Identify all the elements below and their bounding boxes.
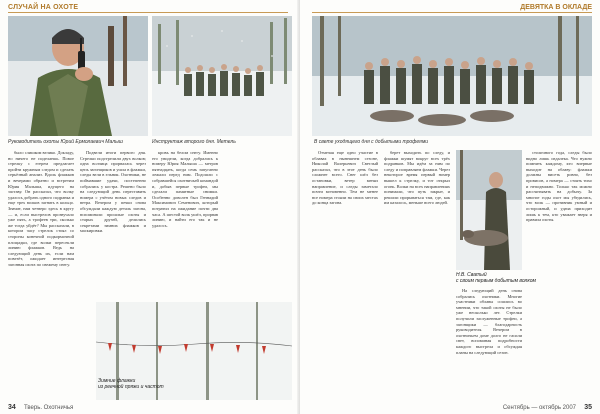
left-column-1 xyxy=(8,150,74,400)
left-header-rule xyxy=(8,12,288,13)
photo-trophies-image xyxy=(312,16,592,136)
photo-trophies xyxy=(312,16,592,136)
photo-hunt-leader-image xyxy=(8,16,148,136)
right-column-1 xyxy=(312,150,378,400)
left-column-3-text: кровь на белом снегу. Именно его увидели, когда добрались к номеру Юрия Малыша — метров пятнадцать, когда семь запуганно лежали перед ним. Подошли с собравшейся охотничьей командой и, добыв первые трофеи, мы сделали памятные снимки. Особенно доволен был Геннадий Максимович Семенович, который потратил на ожидание почти два часа. А шестой волк ушёл, прорвав линию, и найти его так и не удалось. xyxy=(152,150,218,228)
right-section-header: ДЕВЯТКА В ОКЛАДЕ xyxy=(520,4,592,11)
right-page-number: 35 xyxy=(584,404,592,411)
left-column-3 xyxy=(152,150,218,300)
photo-first-wolf xyxy=(456,150,522,270)
right-column-2-text: берет выходить по следу, и флажки шумят вокруг всех трёх подранков. Мы идём за ним по следу и поправляем флажки. Через некоторое время первый номер вышел к стрелку, и тот открыл огонь. Волки на всех направлениях понимали, что путь закрыт, и решили прорываться там, где, как им казалось, меньше всего людей. xyxy=(384,150,450,206)
photo-briefing-image xyxy=(152,16,292,136)
left-column-2-text: Подвели итоги первого дня. Стрелки подстрелили двух волков; одна волчица прорвалась через цепь загонщиков и ушла в флажки, следы вели в ельник. Охотники, не поймавшие удачи, постепенно собрались у костра. Решено было на следующий день переставить номера с учётом новых следов и ветра. Вечером у печки снова обсуждали каждую деталь загона, вспоминали прошлые охоты и старых друзей, делились секретами зимних флажков и маскировки. xyxy=(80,150,146,234)
right-header-rule xyxy=(312,12,592,13)
left-column-1-text: было слишком велико. Докладу, но ничего не поделаешь. Повое стрелку с егерем предлагает пройти кружным следом и сделать серьёзный анализ. Вдоль флажков и вечерами обратно и встретим Юрия Малыша, идущего на заставу. Он рассказал, что волку удалось добрать одного подранка и еще трех волков загнать в кольцо. Значит, нам четверо здесь в кругу — и, если выстрелов прозвучало уже пять, а трофеев три, сколько же тогда уйдёт? Мы рассказали, в котором часу стрелок стоял со стороны конечной подкормочной площадки, где волки пересекли линию флажков. Ведь на следующий день их, если нам повезёт, ожидает интересная загонная охота по свежему снегу. xyxy=(8,150,74,267)
right-column-2 xyxy=(384,150,450,400)
photo-first-wolf-image xyxy=(456,150,522,270)
right-column-4 xyxy=(456,288,522,400)
left-page-number: 34 xyxy=(8,404,16,411)
caption-first-wolf: Н.В. Сватый с своим первым добытым волком xyxy=(456,272,536,284)
left-footer: Тверь. Охотничья xyxy=(24,405,74,411)
right-footer: Сентябрь — октябрь 2007 xyxy=(502,405,576,411)
caption-briefing: Инструктаж второго дня. Метель xyxy=(152,139,236,145)
photo-hunt-leader xyxy=(8,16,148,136)
caption-hunt-leader: Руководитель охоты Юрий Ермолаевич Малыш xyxy=(8,139,123,145)
photo-briefing xyxy=(152,16,292,136)
right-column-1-text: Отмечая еще одно участие в облавах в нынешнем сезоне, Николай Валерьевич Светлый рассказал, что в этот день было сложнее всего. Снег шёл без остановки, ветер менял направление, и следы заметало почти мгновенно. Тем не менее все номера стояли на своих местах до конца загона. xyxy=(312,150,378,206)
right-column-3-text: столичного года, следы было видно лишь издалека. Что нужно помнить каждому, кто впервые выходит на облаву: флажки должны висеть ровно, без провисов, а номера — стоять тихо и неподвижно. Только так можно рассчитывать на добычу. За многие годы охот мы убедились, что волк — противник умный и осторожный, и удача приходит лишь к тем, кто уважает зверя и правила охоты. xyxy=(526,150,592,223)
caption-trophies: В свете уходящего дня с добытыми трофеями xyxy=(314,139,429,145)
right-column-4-text: На следующий день снова собрались охотники. Многие участники облавы сошлись во мнении, что такой охоты не было уже несколько лет. Стрелки получили заслуженные трофеи, а загонщики — благодарность руководителя. Вечером в охотничьем доме долго не гасили свет, вспоминая подробности каждого выстрела и обсуждая планы на следующий сезон. xyxy=(456,288,522,355)
left-section-header: СЛУЧАЙ НА ОХОТЕ xyxy=(8,4,79,11)
right-page xyxy=(300,0,600,414)
caption-flags: Зимние флажки из реечной пряжи и частот xyxy=(98,378,164,390)
